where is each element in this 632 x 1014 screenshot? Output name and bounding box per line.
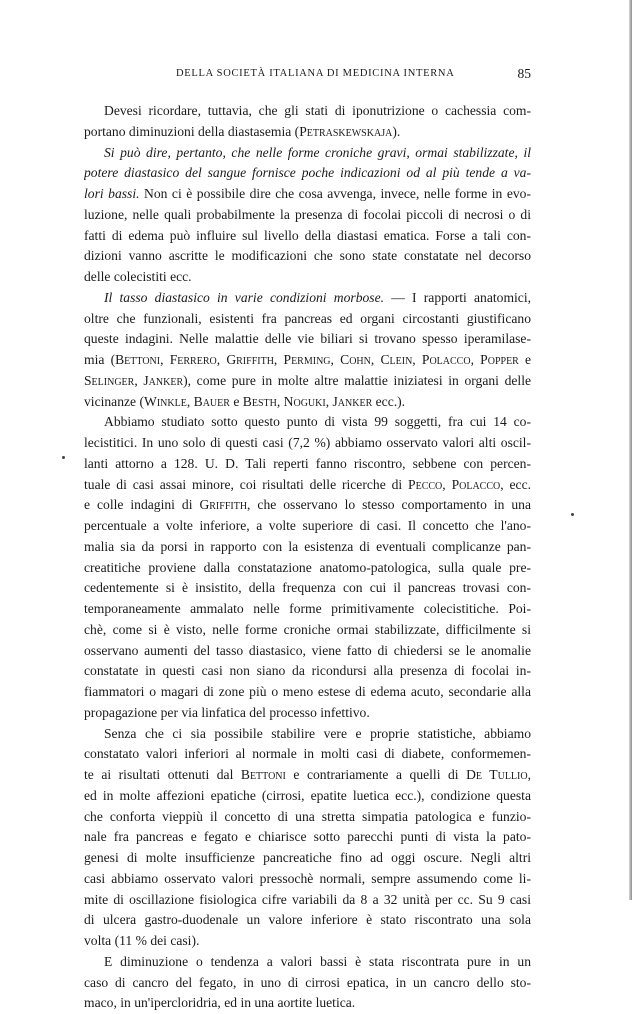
text-run: Abbiamo studiato sotto questo punto di vista 99 soggetti, fra cui 14 co- <box>104 414 531 430</box>
text-line <box>84 122 531 143</box>
text-line <box>84 246 531 267</box>
author-name: Petraskewskaja <box>299 123 393 139</box>
text-line <box>84 433 531 454</box>
page-number: 85 <box>517 66 531 81</box>
text-run: , ecc. <box>500 476 531 492</box>
text-line <box>84 371 531 392</box>
text-run: propagazione per via linfatica del processo infettivo. <box>84 704 370 720</box>
text-run: , che osservano lo stesso comportamento in una <box>247 497 531 513</box>
text-run: percentuale a volte inferiore, a volte superiore di casi. Il concetto che l'ano- <box>84 518 531 533</box>
text-run: , <box>134 372 144 388</box>
text-line <box>84 350 531 371</box>
text-run: temporaneamente ammalato nelle forme primitivamente colecistitiche. Poi- <box>84 601 531 616</box>
text-line <box>84 703 531 724</box>
text-line <box>84 163 531 184</box>
author-name: Noguki <box>283 393 326 409</box>
text-line <box>84 329 531 350</box>
text-line <box>84 288 531 309</box>
text-line <box>84 973 531 994</box>
text-run: ), come pure in molte altre malattie iniziatesi in organi delle <box>183 372 531 388</box>
author-name: Pecco <box>408 476 443 492</box>
text-run: , <box>186 393 194 409</box>
author-name: Polacco <box>421 352 471 367</box>
text-run: Devesi ricordare, tuttavia, che gli stati di iponutrizione o cachessia com- <box>104 103 531 118</box>
text-run: nale fra pancreas e fegato e chiarisce sotto parecchi punti di vista la pato- <box>84 829 531 845</box>
text-line <box>84 620 531 641</box>
text-line <box>84 495 531 516</box>
text-run: dizioni vanno ascritte le modificazioni che sono state constatate nel decorso <box>84 248 531 264</box>
text-line <box>84 516 531 537</box>
text-run: te ai risultati ottenuti dal <box>84 767 241 782</box>
text-run: portano diminuzioni della diastasemia ( <box>84 123 300 139</box>
text-line <box>84 143 531 164</box>
author-name: Janker <box>143 372 184 388</box>
text-run: e contrariamente a quelli di <box>285 767 467 782</box>
author-name: Bettoni <box>240 767 286 782</box>
text-run: fatti di edema può influire sul livello della diastasi ematica. Forse a tali con- <box>84 227 531 243</box>
text-run: chè, come si è visto, nelle forme croniche ormai stabilizzate, difficilmente si <box>84 621 531 637</box>
author-name: Winkle <box>144 393 187 409</box>
text-line <box>84 827 531 848</box>
author-name: Ferrero <box>169 352 217 367</box>
italic-run: Il tasso diastasico in varie condizioni morbose. <box>104 289 385 305</box>
author-name: Griffith <box>226 352 274 367</box>
text-run: lecistitici. In uno solo di questi casi (7,2 %) abbiamo osservato valori alti oscil- <box>84 435 531 450</box>
text-run: tuale di casi assai minore, coi risultati delle ricerche di <box>84 476 409 492</box>
text-line <box>84 205 531 226</box>
text-line <box>84 661 531 682</box>
text-run: , <box>330 352 341 367</box>
text-run: casi abbiamo osservato valori pressochè normali, sempre assumendo come li- <box>84 870 531 886</box>
text-run: oltre che funzionali, esistenti fra pancreas ed organi circostanti giustificano <box>84 310 531 326</box>
text-line <box>84 599 531 620</box>
text-run: fiammatori o magari di zone più o meno estese di edema acuto, secondarie alla <box>84 684 531 699</box>
text-line <box>84 931 531 952</box>
text-run: , <box>470 352 481 367</box>
text-line <box>84 807 531 828</box>
text-run: e colle indagini di <box>84 497 200 513</box>
author-name: Janker <box>332 393 373 409</box>
text-run: queste indagini. Nelle malattie delle vie biliari si trovano spesso iperamilase- <box>84 331 531 347</box>
author-name: Clein <box>380 352 413 367</box>
text-line <box>84 848 531 869</box>
text-run: delle colecistiti ecc. <box>84 269 192 284</box>
text-line <box>84 578 531 599</box>
text-line <box>84 744 531 765</box>
text-run: ed in molte affezioni epatiche (cirrosi, epatite luetica ecc.), condizione questa <box>84 787 531 803</box>
text-line <box>84 641 531 662</box>
text-line <box>84 558 531 579</box>
text-run: volta (11 % dei casi). <box>84 933 200 948</box>
text-run: genesi di molte insufficienze pancreatiche fino ad oggi oscure. Negli altri <box>84 850 531 865</box>
text-line <box>84 267 531 288</box>
italic-run: potere diastasico del sangue fornisce poche indicazioni od al più tende a va- <box>84 165 531 181</box>
author-name: Perming <box>283 352 331 367</box>
text-run: ). <box>392 123 401 139</box>
text-run: mite di oscillazione fisiologica cifre variabili da 8 a 32 unità per cc. Su 9 casi <box>84 891 531 907</box>
text-run: , <box>276 393 284 409</box>
text-line <box>84 724 531 745</box>
text-run: lanti attorno a 128. U. D. Tali reperti fanno riscontro, sebbene con percen- <box>84 455 531 471</box>
text-run: cedentemente si è insistito, della frequenza con cui il pancreas trovasi con- <box>84 580 531 596</box>
text-line <box>84 952 531 973</box>
text-run: malia sia da porsi in rapporto con la esistenza di eventuali complicanze pan- <box>84 538 531 554</box>
text-run: caso di cancro del fegato, in uno di cirrosi epatica, in un cancro dello sto- <box>84 974 531 990</box>
text-run: , <box>442 476 452 492</box>
author-name: Popper <box>480 352 519 367</box>
author-name: Besth <box>242 393 277 409</box>
text-line <box>84 412 531 433</box>
margin-speck <box>571 513 574 516</box>
text-run: , <box>160 352 170 367</box>
text-line <box>84 786 531 807</box>
text-line <box>84 101 531 122</box>
running-title: DELLA SOCIETÀ ITALIANA DI MEDICINA INTERNA <box>176 68 455 79</box>
text-line <box>84 910 531 931</box>
text-run: , <box>216 352 227 367</box>
text-run: osservano aumenti del tasso diastasico, viene fatto di chiedersi se le anomalie <box>84 642 531 658</box>
text-run: , <box>527 767 531 782</box>
text-line <box>84 869 531 890</box>
author-name: De Tullio <box>466 767 528 782</box>
text-line <box>84 537 531 558</box>
body-text <box>84 101 531 1014</box>
text-run: constatato valori inferiori al normale in molti casi di diabete, conformemen- <box>84 746 531 762</box>
text-run: , <box>273 352 284 367</box>
text-run: constatate in questi casi non siano da ricondursi alla presenza di focolai in- <box>84 663 531 679</box>
text-run: creatitiche proviene dalla constatazione anatomo-patologica, sulla quale pre- <box>84 559 531 575</box>
text-run: ecc.). <box>372 393 406 409</box>
author-name: Polacco <box>451 476 501 492</box>
text-run: Non ci è possibile dire che cosa avvenga, invece, nelle forme in evo- <box>139 186 531 201</box>
text-run: , <box>412 352 422 367</box>
text-line <box>84 454 531 475</box>
text-run: e <box>518 352 531 367</box>
text-run: e <box>229 393 243 409</box>
text-run: maco, in un'ipercloridria, ed in una aortite luetica. <box>84 995 356 1011</box>
text-line <box>84 226 531 247</box>
author-name: Bauer <box>193 393 230 409</box>
margin-speck <box>62 456 65 459</box>
text-line <box>84 993 531 1014</box>
text-line <box>84 682 531 703</box>
text-run: Senza che ci sia possibile stabilire vere e proprie statistiche, abbiamo <box>104 725 531 741</box>
author-name: Griffith <box>199 497 248 513</box>
text-run: , <box>370 352 381 367</box>
author-name: Cohn <box>340 352 371 367</box>
text-line <box>84 475 531 496</box>
text-run: luzione, nelle quali probabilmente la presenza di focolai piccoli di necrosi o di <box>84 206 531 222</box>
text-line <box>84 184 531 205</box>
text-run: che conforta vieppiù il concetto di una stretta simpatia patologica e funzio- <box>84 808 531 824</box>
author-name: Bettoni <box>115 352 161 367</box>
running-head <box>84 68 531 86</box>
italic-run: lori bassi. <box>84 186 140 201</box>
text-line <box>84 392 531 413</box>
text-run: di ulcera gastro-duodenale un valore inferiore è stato riscontrato una sola <box>84 912 531 928</box>
text-run: mia ( <box>84 352 116 367</box>
text-run: vicinanze ( <box>84 393 145 409</box>
text-run: , <box>325 393 333 409</box>
text-run: — I rapporti anatomici, <box>384 289 531 305</box>
italic-run: Si può dire, pertanto, che nelle forme croniche gravi, ormai stabilizzate, il <box>104 144 531 160</box>
text-line <box>84 765 531 786</box>
text-line <box>84 309 531 330</box>
text-run: E diminuzione o tendenza a valori bassi è stata riscontrata pure in un <box>104 953 531 969</box>
author-name: Selinger <box>84 372 135 388</box>
